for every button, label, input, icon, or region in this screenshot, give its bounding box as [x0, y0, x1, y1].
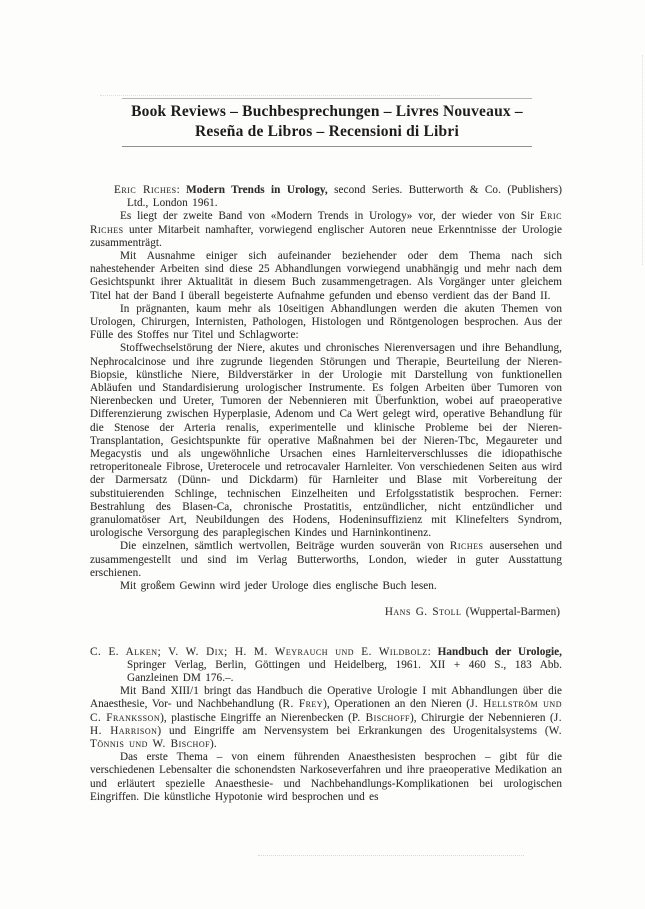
text-segment: Stoffwechselstörung der Niere, akutes und chronisches Nierenversagen und ihre Behandlung, Nephrocalcinose und ihre zugrunde liegenden Störungen und Therapie, Beurteilung der Nieren-Biopsie, künstliche Niere, Bildverstärker in der Urologie mit Darstellung von funktionellen Abläufen und Standardisierung urologischer Instrumente. Es folgen Arbeiten über Tumoren von Nierenbecken und Ureter, Tumoren der Nebennieren mit Überfunktion, wobei auf praeoperative Differenzierung zwischen Hyperplasie, Adenom und Ca Wert gelegt wird, operative Behandlung für die Stenose der Arteria renalis, experimentelle und klinische Probleme bei der Nieren-Transplantation, Gesichtspunkte für operative Maßnahmen bei der Nieren-Tbc, Megaureter und Megacystis und als ungewöhnliche Ursachen eines Harnleiterverschlusses die idiopathische retroperitoneale Fibrose, Ureterocele und retrocavaler Harnleiter. Von verschiedenen Seiten aus wird der Darmersatz (Dünn- und Dickdarm) für Harnleiter und Blase mit Vorbereitung der substituierenden Schlinge, technischen Einzelheiten und Erfolgsstatistik besprochen. Ferner: Bestrahlung des Blasen-Ca, chronische Prostatitis, entzündlicher, nicht entzündlicher und granulomatöser Art, Neubildungen des Hodens, Hodeninsuffizienz mit Klinefelters Syndrom, urologische Versorgung des paraplegischen Kindes und Harninkontinenz. — [90, 342, 562, 540]
text-segment: : — [427, 645, 438, 658]
scan-artifact-top-line — [100, 95, 440, 96]
page-title-line-2: Reseña de Libros – Recensioni di Libri — [195, 123, 459, 140]
review-paragraph — [90, 751, 562, 804]
text-segment: C. E. Alken; V. W. Dix; H. M. Weyrauch und E. Wildbolz — [90, 645, 428, 658]
text-segment: Die einzelnen, sämtlich wertvollen, Beiträge wurden souverän von — [120, 540, 450, 553]
review-citation — [90, 646, 562, 686]
text-segment: Mit großem Gewinn wird jeder Urologe dies englische Buch lesen. — [120, 580, 437, 593]
review-paragraph — [90, 580, 562, 593]
text-segment: Modern Trends in Urology, — [186, 184, 328, 196]
text-segment: Das erste Thema – von einem führenden Anaesthesisten besprochen – gibt für die verschiedenen Lebensalter die schonendsten Narkoseverfahren und ihre praeoperative Medikation an und erläutert spezielle Anaesthesie- und Nachbehandlungs-Komplikationen bei urologischen Eingriffen. Die künstliche Hypotonie wird besprochen und es — [90, 751, 562, 803]
book-review — [90, 646, 562, 804]
scan-artifact-right-edge — [642, 55, 643, 265]
text-segment: ). — [210, 737, 217, 750]
text-segment: second Series. Butterworth & Co. (Publishers) Ltd., London 1961. — [127, 184, 562, 210]
text-segment: Eric Riches — [114, 184, 177, 196]
text-segment: Riches — [449, 540, 484, 553]
text-segment: (Wuppertal-Barmen) — [461, 606, 560, 619]
text-segment: Springer Verlag, Berlin, Göttingen und Heidelberg, 1961. XII + 460 S., 183 Abb. Ganzleinen DM 176.–. — [127, 658, 562, 684]
text-segment: In prägnanten, kaum mehr als 10seitigen Abhandlungen werden die akuten Themen von Urologen, Chirurgen, Internisten, Pathologen, Histologen und Röntgenologen besprochen. Aus der Fülle des Stoffes nur Titel und Schlagworte: — [90, 302, 562, 342]
book-review — [90, 184, 562, 620]
page-header — [122, 98, 532, 147]
text-segment: Handbuch der Urologie, — [437, 645, 563, 658]
reviews — [90, 184, 562, 804]
review-paragraph — [90, 210, 562, 250]
review-citation — [90, 184, 562, 210]
text-segment: J. H. Harrison — [90, 711, 562, 737]
text-segment: Hans G. Stoll — [384, 606, 462, 619]
text-segment: unter Mitarbeit namhafter, vorwiegend englischer Autoren neue Erkenntnisse der Urologie zusammenträgt. — [90, 223, 562, 249]
review-paragraph — [90, 342, 562, 540]
page-title-line-1: Book Reviews – Buchbesprechungen – Livres Nouveaux – — [131, 103, 523, 120]
scan-artifact-bottom-line — [258, 855, 524, 856]
text-segment: : — [176, 184, 187, 196]
reviewer-signature — [90, 606, 560, 619]
review-paragraph — [90, 540, 562, 580]
text-segment: ), Chirurgie der Nebennieren ( — [410, 711, 554, 724]
text-segment: ) und Eingriffe am Nervensystem bei Erkrankungen des Urogenitalsystems ( — [157, 724, 549, 737]
text-segment: ), Operationen an den Nieren ( — [323, 698, 471, 711]
review-paragraph — [90, 303, 562, 343]
text-segment: R. Frey — [282, 698, 324, 711]
text-segment: P. Bischoff — [351, 711, 410, 724]
review-paragraph — [90, 250, 562, 303]
text-segment: ), plastische Eingriffe an Nierenbecken ( — [160, 711, 352, 724]
text-segment: Es liegt der zweite Band von «Modern Trends in Urology» vor, der wieder von Sir — [120, 210, 540, 223]
review-paragraph — [90, 685, 562, 751]
text-segment: Eric Riches — [90, 210, 562, 236]
text-segment: Mit Ausnahme einiger sich aufeinander beziehender oder dem Thema nach sich nahestehender Arbeiten sind diese 25 Abhandlungen vorwiegend unabhängig und mehr nach dem Gesichtspunkt ihrer Aktualität in diesem Buch zusammengetragen. Als Vorgänger unter gleichem Titel hat der Band I überall begeisterte Aufnahme gefunden und ebenso verdient das der Band II. — [90, 250, 562, 302]
text-segment: J. Hellström und C. Franksson — [90, 698, 562, 724]
text-segment: Mit Band XIII/1 bringt das Handbuch die Operative Urologie I mit Abhandlungen über die Anaesthesie, Vor- und Nachbehandlung ( — [90, 685, 562, 711]
text-segment: W. Tönnis und W. Bischof — [90, 724, 563, 750]
text-segment: ausersehen und zusammengestellt und sind im Verlag Butterworths, London, wieder in guter Ausstattung erschienen. — [90, 540, 562, 579]
